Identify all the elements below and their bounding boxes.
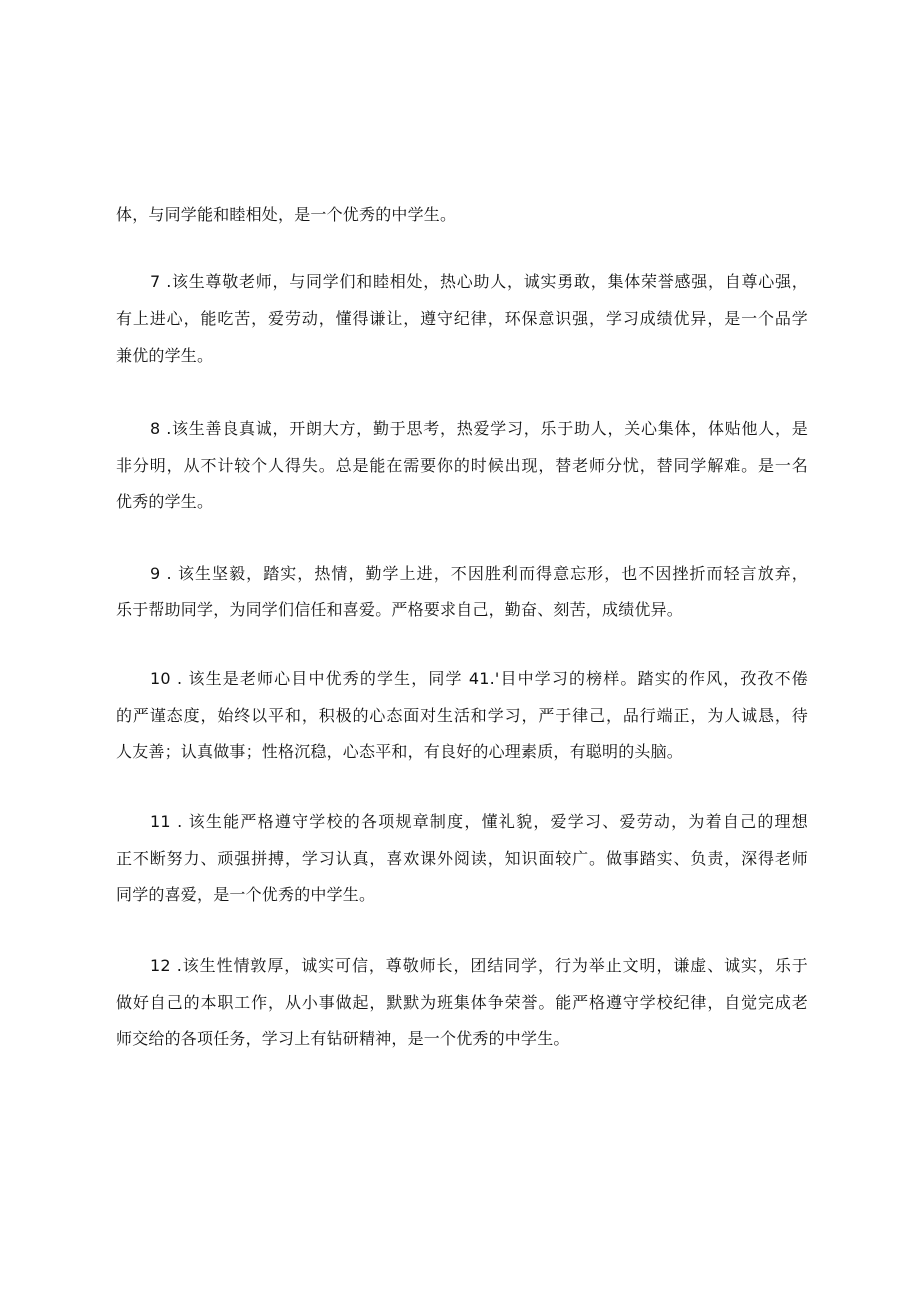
- paragraph-12-line-1: 12 .该生性情敦厚，诚实可信，尊敬师长，团结同学，行为举止文明，谦虚、诚实，乐于: [150, 956, 808, 975]
- paragraph-11-line-3: 同学的喜爱，是一个优秀的中学生。: [116, 885, 376, 904]
- paragraph-7-line-3: 兼优的学生。: [116, 346, 214, 365]
- paragraph-9-line-1: 9 . 该生坚毅，踏实，热情，勤学上进，不因胜利而得意忘形，也不因挫折而轻言放弃，: [150, 564, 808, 583]
- paragraph-7-line-1: 7 .该生尊敬老师，与同学们和睦相处，热心助人，诚实勇敢，集体荣誉感强，自尊心强，: [150, 272, 808, 291]
- paragraph-8-line-3: 优秀的学生。: [116, 492, 214, 511]
- paragraph-8-line-1: 8 .该生善良真诚，开朗大方，勤于思考，热爱学习，乐于助人，关心集体，体贴他人，是: [150, 419, 808, 438]
- paragraph-10-line-3: 人友善；认真做事；性格沉稳，心态平和，有良好的心理素质，有聪明的头脑。: [116, 742, 684, 761]
- paragraph-8-line-2: 非分明，从不计较个人得失。总是能在需要你的时候出现，替老师分忧，替同学解难。是一名: [116, 456, 808, 475]
- intro-line: 体，与同学能和睦相处，是一个优秀的中学生。: [116, 205, 457, 224]
- paragraph-9-line-2: 乐于帮助同学，为同学们信任和喜爱。严格要求自己，勤奋、刻苦，成绩优异。: [116, 600, 684, 619]
- paragraph-12-line-2: 做好自己的本职工作，从小事做起，默默为班集体争荣誉。能严格遵守学校纪律，自觉完成老: [116, 993, 808, 1012]
- paragraph-12-line-3: 师交给的各项任务，学习上有钻研精神，是一个优秀的中学生。: [116, 1029, 570, 1048]
- paragraph-11-line-2: 正不断努力、顽强拼搏，学习认真，喜欢课外阅读，知识面较广。做事踏实、负责，深得老师: [116, 849, 808, 868]
- paragraph-10-line-1: 10 . 该生是老师心目中优秀的学生，同学 41.'目中学习的榜样。踏实的作风，孜孜不倦: [150, 669, 808, 688]
- paragraph-11-line-1: 11 . 该生能严格遵守学校的各项规章制度，懂礼貌，爱学习、爱劳动，为着自己的理想: [150, 812, 808, 831]
- paragraph-10-line-2: 的严谨态度，始终以平和，积极的心态面对生活和学习，严于律己，品行端正，为人诚恳，待: [116, 706, 808, 725]
- paragraph-7-line-2: 有上进心，能吃苦，爱劳动，懂得谦让，遵守纪律，环保意识强，学习成绩优异，是一个品学: [116, 309, 808, 328]
